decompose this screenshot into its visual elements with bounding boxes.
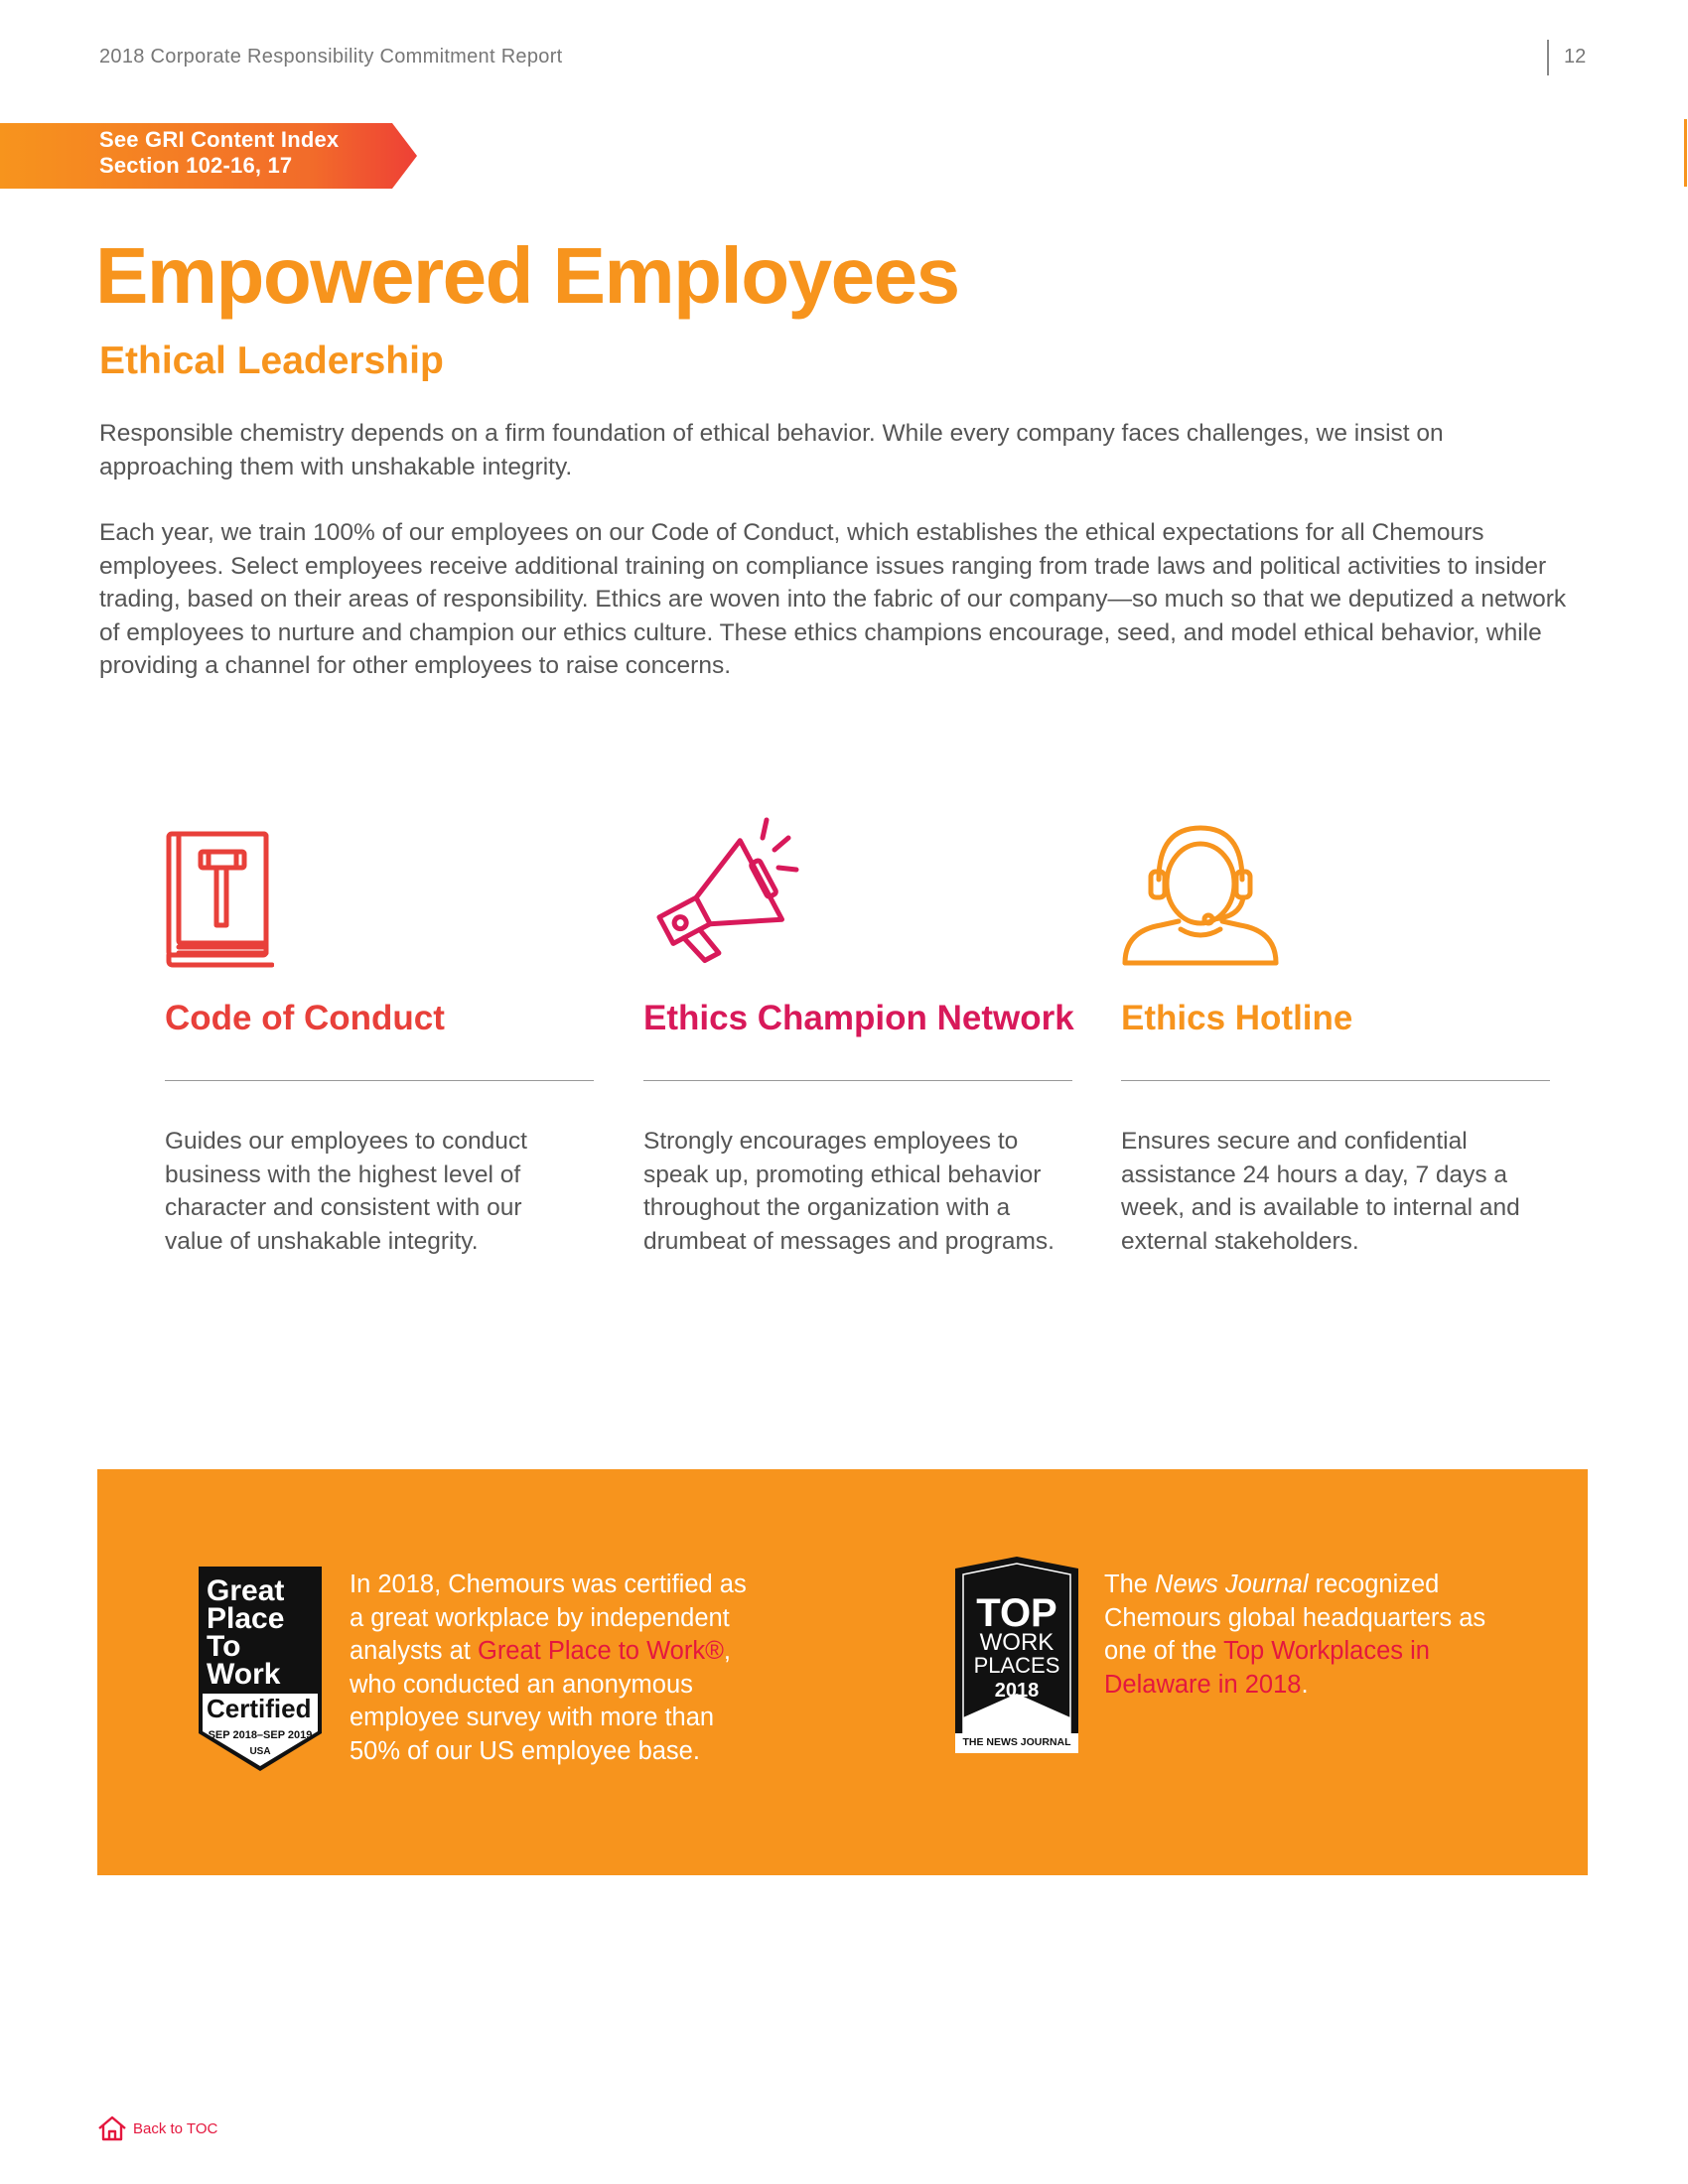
feature-ethics-champion-network (643, 814, 1072, 1258)
gptw-line-3: To (207, 1630, 241, 1663)
back-to-toc-label: Back to TOC (133, 2119, 218, 2137)
badge-top: TOP (976, 1591, 1057, 1635)
gptw-text-before: In 2018, Chemours was certified as a great workplace by independent analysts at (350, 1570, 747, 1665)
gptw-text-after: , who conducted an anonymous employee survey with more than 50% of our US employee base. (350, 1637, 731, 1765)
gptw-line-4: Work (207, 1658, 281, 1691)
badge-year: 2018 (994, 1680, 1040, 1702)
gptw-line-2: Place (207, 1602, 285, 1635)
feature-description: Guides our employees to conduct business with the highest level of character and consistent with our value of unshakable integrity. (165, 1128, 527, 1255)
top-text-before: The (1104, 1570, 1156, 1598)
top-text-after: . (1301, 1670, 1309, 1699)
badge-places: PLACES (973, 1653, 1060, 1678)
headset-agent-icon (1121, 818, 1280, 967)
top-text-middle: recognized Chemours global headquarters as one of the (1104, 1570, 1486, 1665)
gptw-certified: Certified (207, 1694, 312, 1723)
badge-work: WORK (979, 1629, 1055, 1656)
top-workplaces-link[interactable]: Top Workplaces in Delaware in 2018 (1104, 1637, 1430, 1699)
back-to-toc-link[interactable] (97, 2116, 217, 2141)
great-place-to-work-badge (199, 1567, 338, 1787)
gptw-dates: SEP 2018–SEP 2019 (208, 1729, 313, 1741)
news-journal-name: News Journal (1155, 1570, 1309, 1598)
report-title: 2018 Corporate Responsibility Commitment Report (99, 46, 563, 68)
edge-accent (1684, 119, 1687, 187)
page-number: 12 (1564, 46, 1587, 68)
home-icon (97, 2116, 127, 2141)
feature-title: Ethics Hotline (1121, 999, 1353, 1037)
page-title: Empowered Employees (95, 231, 959, 320)
gptw-line-1: Great (207, 1574, 285, 1607)
feature-ethics-hotline (1121, 814, 1550, 1258)
great-place-to-work-link[interactable]: Great Place to Work® (477, 1637, 724, 1665)
feature-divider (165, 1080, 594, 1081)
megaphone-icon (639, 808, 808, 967)
feature-title: Ethics Champion Network (643, 999, 1074, 1037)
feature-title: Code of Conduct (165, 999, 445, 1037)
badge-publisher: THE NEWS JOURNAL (962, 1736, 1071, 1748)
gri-line-1: See GRI Content Index (99, 127, 340, 152)
feature-code-of-conduct (165, 814, 594, 1258)
feature-description: Ensures secure and confidential assistance 24 hours a day, 7 days a week, and is available to internal and external stakeholders. (1121, 1128, 1520, 1255)
header-divider (1547, 40, 1549, 75)
gavel-book-icon (165, 830, 274, 969)
gri-banner-text[interactable] (99, 127, 339, 179)
gptw-description (350, 1569, 767, 1768)
training-paragraph: Each year, we train 100% of our employees on our Code of Conduct, which establishes the ethical expectations for all Chemours employees. Select employees receive additional training on compliance issues ranging from trade laws and political activities to insider trading, based on their areas of responsibility. Ethics are woven into the fabric of our company—so much so that we deputized a network of employees to nurture and champion our ethics culture. These ethics champions encourage, seed, and model ethical behavior, while providing a channel for other employees to raise concerns. (99, 519, 1567, 679)
gptw-country: USA (249, 1746, 271, 1757)
gri-line-2: Section 102-16, 17 (99, 153, 293, 178)
top-workplaces-badge (951, 1555, 1082, 1757)
intro-paragraph: Responsible chemistry depends on a firm foundation of ethical behavior. While every company faces challenges, we insist on approaching them with unshakable integrity. (99, 420, 1444, 480)
feature-divider (643, 1080, 1072, 1081)
top-workplaces-description (1104, 1569, 1501, 1702)
feature-divider (1121, 1080, 1550, 1081)
section-heading: Ethical Leadership (99, 340, 444, 382)
feature-description: Strongly encourages employees to speak up, promoting ethical behavior throughout the organization with a drumbeat of messages and programs. (643, 1128, 1055, 1255)
awards-band (97, 1469, 1588, 1875)
